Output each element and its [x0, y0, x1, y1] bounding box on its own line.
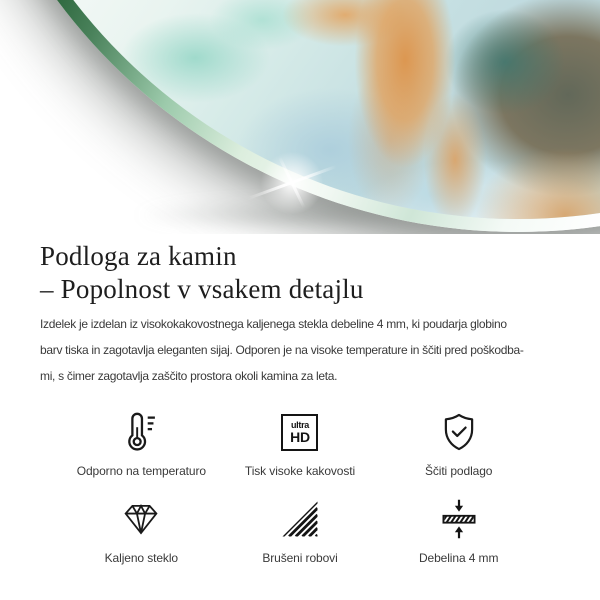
thermometer-icon: [118, 409, 164, 455]
feature-label: Tisk visoke kakovosti: [244, 464, 356, 478]
page-title: [40, 234, 560, 306]
description-line: mi, s čimer zagotavlja zaščito prostora okoli kamina za leta.: [40, 369, 338, 383]
feature-label: Debelina 4 mm: [418, 551, 499, 565]
title-line-2: – Popolnost v vsakem detajlu: [40, 274, 364, 304]
description-line: Izdelek je izdelan iz visokokakovostnega kaljenega stekla debeline 4 mm, ki poudarja globino: [40, 317, 507, 331]
feature-tempered-glass: [62, 496, 221, 565]
feature-label: Brušeni robovi: [262, 551, 338, 565]
feature-protects-floor: [379, 409, 538, 478]
diamond-icon: [119, 496, 163, 542]
thickness-icon: [437, 496, 481, 542]
feature-thickness: [379, 496, 538, 565]
ultra-hd-icon: [281, 409, 318, 455]
product-description: [40, 311, 560, 389]
feature-label: Ščiti podlago: [424, 464, 493, 478]
feature-print-quality: [221, 409, 380, 478]
polished-edges-icon: [280, 496, 320, 542]
product-image: [0, 0, 600, 234]
description-line: barv tiska in zagotavlja eleganten sijaj. Odporen je na visoke temperature in ščiti pred poškodba-: [40, 343, 524, 357]
feature-temperature: [62, 409, 221, 478]
title-line-1: Podloga za kamin: [40, 241, 237, 271]
features-grid: [62, 409, 538, 565]
ultra-hd-icon-text-top: ultra: [290, 420, 309, 430]
shield-check-icon: [438, 409, 480, 455]
feature-label: Odporno na temperaturo: [76, 464, 206, 478]
feature-label: Kaljeno steklo: [104, 551, 178, 565]
ultra-hd-icon-text-bottom: HD: [290, 429, 310, 445]
feature-polished-edges: [221, 496, 380, 565]
